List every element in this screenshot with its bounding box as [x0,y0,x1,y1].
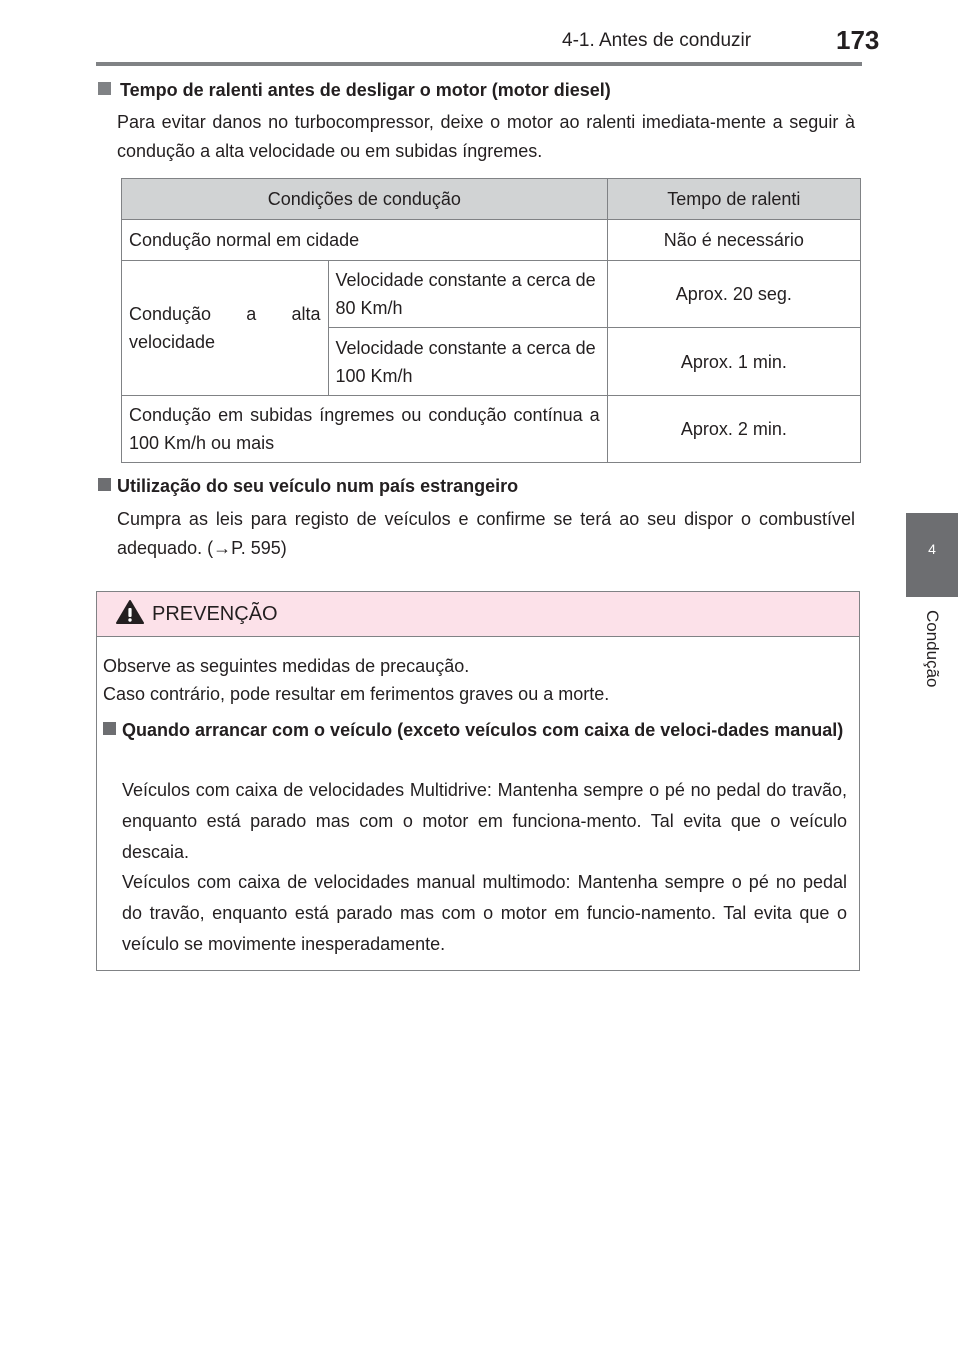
section-heading-idle-text: Tempo de ralenti antes de desligar o motor (motor diesel) [120,80,611,100]
table-cell-subcondition: Velocidade constante a cerca de 100 Km/h [328,328,607,396]
table-cell-condition: Condução em subidas íngremes ou condução contínua a 100 Km/h ou mais [122,396,608,463]
table-row [122,220,861,261]
warning-icon [116,599,144,625]
table-cell-condition: Condução normal em cidade [122,220,608,261]
square-bullet-icon [98,478,111,491]
section-text-abroad: Cumpra as leis para registo de veículos e confirme se terá ao seu dispor o combustível adequado. (→P. 595) [117,509,855,558]
section-title: 4-1. Antes de conduzir [562,30,752,51]
table-row [122,396,861,463]
table-cell-time: Não é necessário [607,220,860,261]
idle-time-table [121,178,861,463]
square-bullet-icon [103,722,116,735]
table-cell-time: Aprox. 2 min. [607,396,860,463]
caution-box [96,591,860,971]
table-cell-condition: Condução a alta velocidade [122,261,329,396]
chapter-label: Condução [923,610,942,688]
section-heading-abroad-text: Utilização do seu veículo num país estrangeiro [117,476,519,496]
caution-intro-line2: Caso contrário, pode resultar em ferimentos graves ou a morte. [103,684,610,704]
header-rule [96,62,862,66]
section-text-idle: Para evitar danos no turbocompressor, deixe o motor ao ralenti imediata-mente a seguir à condução a alta velocidade ou em subidas íngremes. [117,112,855,161]
square-bullet-icon [98,82,111,95]
table-row [122,261,861,328]
caution-heading [103,716,855,744]
table-header-row [122,179,861,220]
table-header: Condições de condução [122,179,608,220]
caution-title: PREVENÇÃO [152,603,278,625]
table-header: Tempo de ralenti [607,179,860,220]
caution-paragraph-multidrive: Veículos com caixa de velocidades Multidrive: Mantenha sempre o pé no pedal do travão, enquanto está parado mas com o motor em funciona-mento. Tal evita que o veículo descaia. [122,780,847,862]
caution-paragraph-multimode: Veículos com caixa de velocidades manual multimodo: Mantenha sempre o pé no pedal do travão, enquanto está parado mas com o motor em funcio-namento. Tal evita que o veículo se movimente inesperadamente. [122,872,847,954]
chapter-label-container [882,610,960,710]
table-cell-time: Aprox. 1 min. [607,328,860,396]
caution-intro-line1: Observe as seguintes medidas de precaução. [103,656,470,676]
section-heading-idle [98,80,611,101]
page-number: 173 [836,25,880,55]
caution-header [97,592,859,637]
chapter-number: 4 [928,541,936,557]
table-cell-time: Aprox. 20 seg. [607,261,860,328]
section-heading-abroad [98,476,518,497]
table-cell-subcondition: Velocidade constante a cerca de 80 Km/h [328,261,607,328]
caution-heading-text: Quando arrancar com o veículo (exceto veículos com caixa de veloci-dades manual) [122,720,844,740]
